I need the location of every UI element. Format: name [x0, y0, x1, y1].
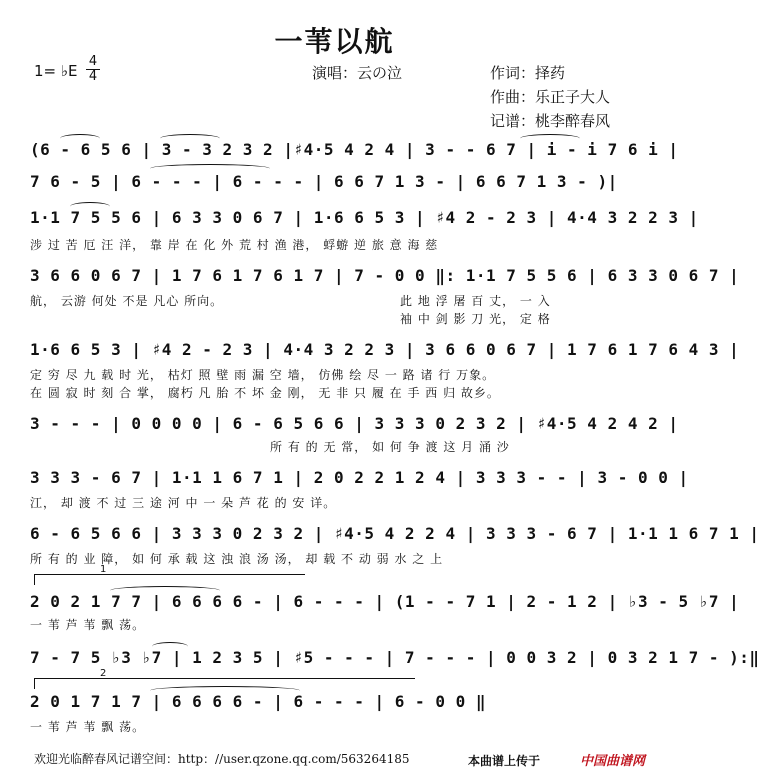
volta-number-2: 2: [100, 668, 107, 679]
lyric-line: 此 地 浮 屠 百 丈， 一 入: [400, 294, 551, 308]
notation-row: 1·1 7 5 5 6 | 6 3 3 0 6 7 | 1·6 6 5 3 | ♯4 2 - 2 3 | 4·4 3 2 2 3 |: [30, 208, 699, 227]
notation-row: 7 6 - 5 | 6 - - - | 6 - - - | 6 6 7 1 3 - | 6 6 7 1 3 - )|: [30, 172, 618, 191]
meter-bottom: 4: [88, 69, 98, 84]
lyric-line: 航， 云游 何处 不是 凡心 所向。: [30, 294, 224, 308]
lyric-line: 所 有 的 业 障， 如 何 承 载 这 浊 浪 汤 汤， 却 载 不 动 弱 水 之 上: [30, 552, 444, 566]
volta-bracket-1: [34, 574, 305, 585]
notation-row: 6 - 6 5 6 6 | 3 3 3 0 2 3 2 | ♯4·5 4 2 2 4 | 3 3 3 - 6 7 | 1·1 1 6 7 1 |: [30, 524, 760, 543]
footer-text: 欢迎光临醉春风记谱空间：http：//user.qzone.qq.com/563264185: [34, 752, 410, 766]
lyric-line: 一 苇 芦 苇 飘 荡。: [30, 720, 146, 734]
lyric-line: 江， 却 渡 不 过 三 途 河 中 一 朵 芦 花 的 安 详。: [30, 496, 337, 510]
slur: [520, 134, 580, 143]
notation-row: 3 6 6 0 6 7 | 1 7 6 1 7 6 1 7 | 7 - 0 0 ‖: 1·1 7 5 5 6 | 6 3 3 0 6 7 |: [30, 266, 740, 285]
lyric-line: 在 圆 寂 时 刻 合 掌， 腐朽 凡 胎 不 坏 金 刚， 无 非 只 履 在 手 西 归 故乡。: [30, 386, 500, 400]
slur: [152, 642, 188, 651]
notation-row: 3 3 3 - 6 7 | 1·1 1 6 7 1 | 2 0 2 2 1 2 4 | 3 3 3 - - | 3 - 0 0 |: [30, 468, 689, 487]
meter-top: 4: [88, 54, 98, 69]
notation-row: 7 - 7 5 ♭3 ♭7 | 1 2 3 5 | ♯5 - - - | 7 - - - | 0 0 3 2 | 0 3 2 1 7 - ):‖: [30, 648, 760, 667]
slur: [150, 686, 300, 695]
lyric-line: 定 穷 尽 九 载 时 光， 枯灯 照 壁 雨 漏 空 墙， 仿佛 绘 尽 一 路 诸 行 万象。: [30, 368, 496, 382]
slur: [150, 164, 270, 173]
lyric-line: 一 苇 芦 苇 飘 荡。: [30, 618, 146, 632]
upload-note: 本曲谱上传于: [468, 754, 541, 768]
notation-row: 2 0 2 1 7 7 | 6 6 6 6 - | 6 - - - | (1 - - 7 1 | 2 - 1 2 | ♭3 - 5 ♭7 |: [30, 592, 740, 611]
notation-row: (6 - 6 5 6 | 3 - 3 2 3 2 |♯4·5 4 2 4 | 3 - - 6 7 | i - i 7 6 i |: [30, 140, 679, 159]
singer-credit: 演唱：云の泣: [312, 64, 403, 82]
notation-row: 2 0 1 7 1 7 | 6 6 6 6 - | 6 - - - | 6 - 0 0 ‖: [30, 692, 486, 711]
composer-credit: 作曲：乐正子大人: [490, 88, 611, 106]
time-signature: [86, 56, 100, 83]
lyric-line: 涉 过 苦 厄 汪 洋， 靠 岸 在 化 外 荒 村 渔 港， 蜉蝣 逆 旅 意 海 慈: [30, 238, 439, 252]
lyric-line: 所 有 的 无 常， 如 何 争 渡 这 月 涌 沙: [270, 440, 510, 454]
slur: [110, 586, 220, 595]
site-logo: 中国曲谱网: [580, 754, 646, 769]
slur: [160, 134, 220, 143]
lyric-line: 袖 中 剑 影 刀 光， 定 格: [400, 312, 551, 326]
volta-number-1: 1: [100, 564, 107, 575]
song-title: 一苇以航: [274, 25, 395, 58]
lyricist-credit: 作词：择药: [490, 64, 566, 82]
slur: [60, 134, 100, 143]
key-signature: 1= ♭E: [34, 62, 78, 80]
slur: [70, 202, 110, 211]
notation-row: 3 - - - | 0 0 0 0 | 6 - 6 5 6 6 | 3 3 3 0 2 3 2 | ♯4·5 4 2 4 2 |: [30, 414, 679, 433]
transcriber-credit: 记谱：桃李醉春风: [490, 112, 611, 130]
notation-row: 1·6 6 5 3 | ♯4 2 - 2 3 | 4·4 3 2 2 3 | 3 6 6 0 6 7 | 1 7 6 1 7 6 4 3 |: [30, 340, 740, 359]
